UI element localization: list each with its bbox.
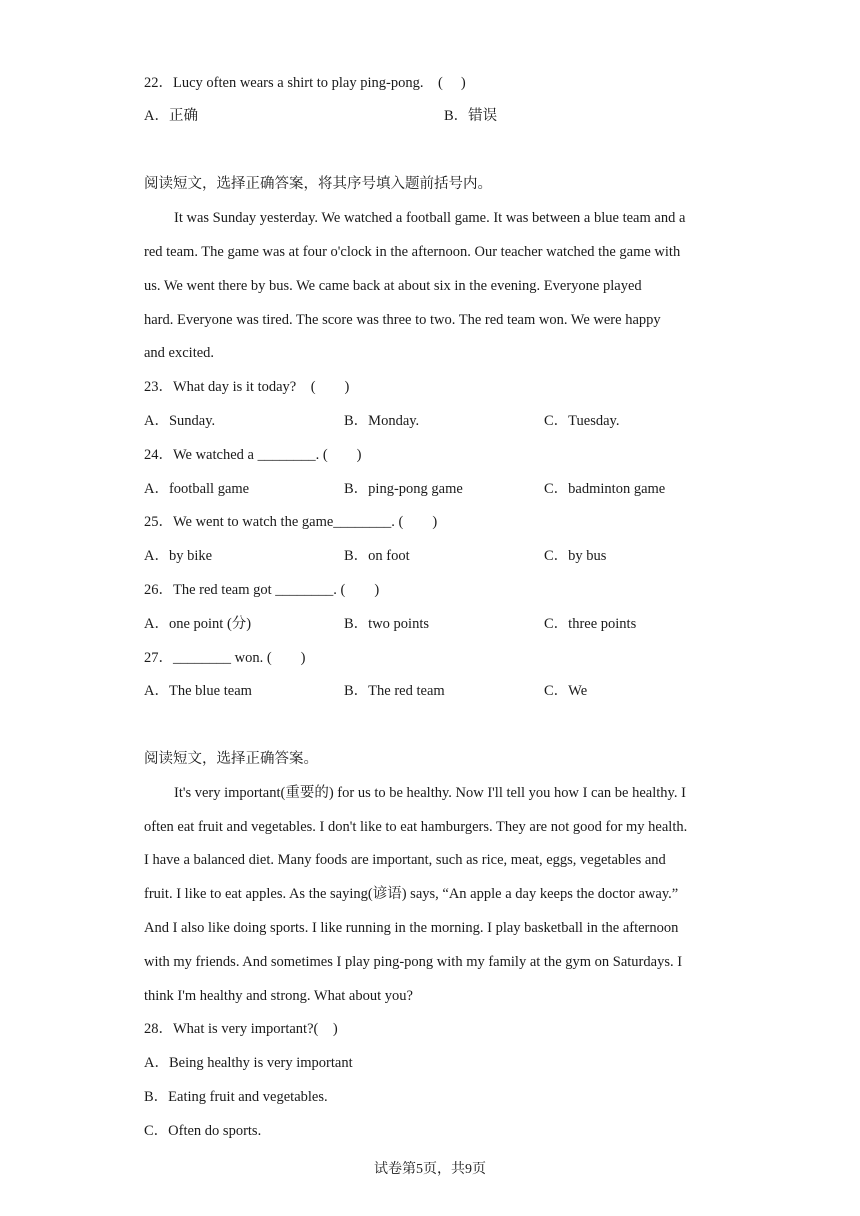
section2-passage-line: It's very important(重要的) for us to be healthy. Now I'll tell you how I can be healthy. I <box>174 785 686 801</box>
section2-passage-line: I have a balanced diet. Many foods are important, such as rice, meat, eggs, vegetables and <box>144 852 666 868</box>
q25-option-a: A．by bike <box>144 548 213 564</box>
section1-instruction: 阅读短文，选择正确答案，将其序号填入题前括号内。 <box>144 176 492 192</box>
section1-passage-line: hard. Everyone was tired. The score was three to two. The red team won. We were happy <box>144 312 661 328</box>
section2-passage-line: fruit. I like to eat apples. As the saying(谚语) says, “An apple a day keeps the doctor away.” <box>144 886 679 902</box>
section2-passage-line: think I'm healthy and strong. What about you? <box>144 988 413 1004</box>
q26-option-c: C．three points <box>544 616 637 632</box>
question-28: 28．What is very important?( ) <box>144 1021 338 1037</box>
section1-passage-line: It was Sunday yesterday. We watched a football game. It was between a blue team and a <box>174 210 686 226</box>
question-26: 26．The red team got ________. ( ) <box>144 582 380 598</box>
q28-option-b: B．Eating fruit and vegetables. <box>144 1089 328 1105</box>
section1-passage-line: and excited. <box>144 345 215 361</box>
question-24: 24．We watched a ________. ( ) <box>144 447 362 463</box>
q24-option-b: B．ping-pong game <box>344 481 463 497</box>
q25-option-c: C．by bus <box>544 548 607 564</box>
q24-option-a: A．football game <box>144 481 250 497</box>
q23-option-c: C．Tuesday. <box>544 413 620 429</box>
q27-option-b: B．The red team <box>344 683 445 699</box>
question-22: 22．Lucy often wears a shirt to play ping-pong. ( ) <box>144 75 466 91</box>
section1-passage-line: red team. The game was at four o'clock in the afternoon. Our teacher watched the game with <box>144 244 681 260</box>
q24-option-c: C．badminton game <box>544 481 666 497</box>
q28-option-a: A．Being healthy is very important <box>144 1055 353 1071</box>
q26-option-a: A．one point (分) <box>144 616 252 632</box>
q23-option-a: A．Sunday. <box>144 413 216 429</box>
section1-passage-line: us. We went there by bus. We came back at about six in the evening. Everyone played <box>144 278 642 294</box>
q23-option-b: B．Monday. <box>344 413 420 429</box>
q27-option-a: A．The blue team <box>144 683 252 699</box>
q22-option-a: A．正确 <box>144 108 198 124</box>
section2-instruction: 阅读短文，选择正确答案。 <box>144 751 318 767</box>
page-footer: 试卷第5页，共9页 <box>374 1162 486 1177</box>
section2-passage-line: with my friends. And sometimes I play ping-pong with my family at the gym on Saturdays. I <box>144 954 683 970</box>
question-23: 23．What day is it today? ( ) <box>144 379 350 395</box>
q22-option-b: B．错误 <box>444 108 498 124</box>
section2-passage-line: And I also like doing sports. I like running in the morning. I play basketball in the afternoon <box>144 920 679 936</box>
q25-option-b: B．on foot <box>344 548 410 564</box>
q28-option-c: C．Often do sports. <box>144 1123 262 1139</box>
q26-option-b: B．two points <box>344 616 429 632</box>
question-25: 25．We went to watch the game________. ( ) <box>144 514 438 530</box>
section2-passage-line: often eat fruit and vegetables. I don't like to eat hamburgers. They are not good for my health. <box>144 819 688 835</box>
question-27: 27．________ won. ( ) <box>144 650 306 666</box>
q27-option-c: C．We <box>544 683 588 699</box>
